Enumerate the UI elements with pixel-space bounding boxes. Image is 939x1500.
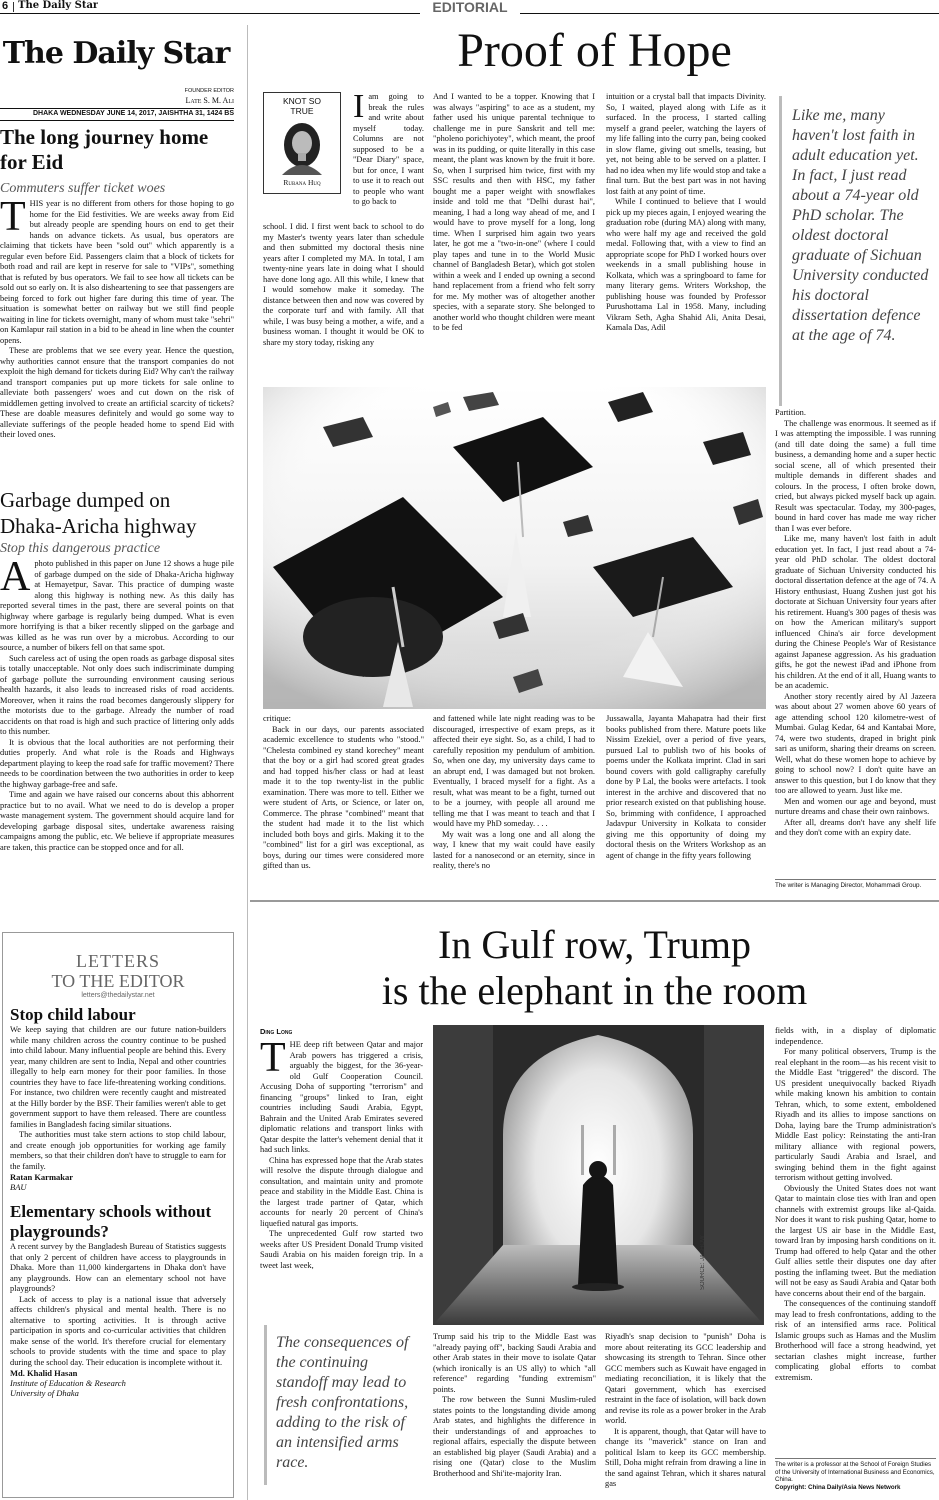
masthead-logo: The Daily Star	[2, 36, 230, 71]
letters-title-line2: TO THE EDITOR	[51, 971, 185, 991]
letter-2-para: Lack of access to play is a national issue that adversely affects children's physical and mental health. There is no alternative to sporting activities. It is through active participation in sports and co-curricular activities that children make sense of the world. It's therefore crucial for elementary schools to provide students with the time and space to play during the school day. Their education is incomplete without it.	[10, 1294, 226, 1367]
letter-2-body	[10, 1242, 226, 1368]
gulf-dropcap: T	[260, 1040, 286, 1081]
header-rule-right	[520, 13, 939, 14]
letters-title-line1: LETTERS	[76, 951, 160, 971]
editorial-1-headline: The long journey home for Eid	[0, 125, 209, 174]
column-col1-rest	[263, 222, 424, 377]
founder-name: Late S. M. Ali	[185, 96, 234, 105]
column-col4-para: After all, dreams don't have any shelf life and they don't come with an expiry date.	[775, 817, 936, 837]
letters-email[interactable]: letters@thedailystar.net	[81, 992, 155, 999]
column-bottom-1-para: critique:	[263, 714, 291, 723]
column-dropcap: I	[353, 92, 365, 125]
gulf-pull-quote-bar	[264, 1325, 267, 1485]
column-bottom-2-para: and fattened while late night reading was to be discouraged, irrespective of exam preps, as it affected their eye sight. So, as a child, I had to carefully reposition my pendulum of ambition. So, when one day, my university days came to an abrupt end, I was damaged but not broken. Eventually, I braced myself for a fight. As a result, what was meant to be a fight, turned out to be a journey, with people all around me telling me that I was meant to teach and that I would have my PhD someday. . . .	[433, 714, 595, 828]
letter-2-affiliation-1: Institute of Education & Research	[10, 1378, 126, 1388]
gulf-mid-1-para: Trump said his trip to the Middle East was "already paying off", backing Saudi Arabia and other Arab states in their move to isolate Qatar (which ironically is an US ally) to which "all reference" regarding "funding extremism" points.	[433, 1332, 596, 1394]
photo-credit: SOURCE: JASHOW	[700, 1235, 706, 1290]
header-paper-name: The Daily Star	[18, 0, 99, 11]
gulf-copyright: Copyright: China Daily/Asia News Network	[775, 1484, 901, 1491]
editorial-1-para: HIS year is no different from others for those hoping to go home for the Eid festivities. We are weeks away from Eid but already people are spending hours on end to get their hands on advance tickets. As usual, bus operators are claiming that tickets have been "sold out" which apparently is a regular even before Eid. Passengers claim that a block of tickets for both road and rail are kept in reserve for sale to "VIPs", something that is refuted by bus operators. We fail to see how all tickets can be sold out so early on. It is also disheartening to see that passengers are being forced to fork out higher fare during this time of year. The situation is somewhat better on railway but we still find people waiting in line for tickets overnight, many of whom must take "sehri" on Kamlapur rail station in a bid to be ahead in line when the counter opens.	[0, 199, 234, 345]
column-name-2: TRUE	[290, 106, 314, 116]
founder-label: FOUNDER EDITOR	[184, 88, 234, 94]
gulf-right-para: The consequences of the continuing standoff may lead to fresh confrontations, adding to the risk of an intensified arms race. Political Islamic groups such as Hamas and the Muslim Brotherhood will face a strong headwind, yet sectarian clashes might increase, further complicating global efforts to combat extremism.	[775, 1299, 936, 1382]
column-col4-para: The challenge was enormous. It seemed as if I was attempting the impossible. I was running (and till date doing the same) a full time business, a demanding home and a super hectic social scene, all of which presented their multiple demands in different shades and colours. In the process, I often broke down, cried, but always picked myself back up again. Result was spectacular. Today, my 300-pages, bound in hard cover has made me way richer than I was ever before.	[775, 418, 936, 533]
column-col2	[433, 92, 595, 377]
gulf-footnote-rule	[775, 1458, 936, 1459]
gulf-mid-1-para: The row between the Sunni Muslim-ruled states points to the longstanding divide among Arab states, and highlights the difference in their understandings of and approaches to regional affairs, especially the dispute between an established big player (Saudi Arabia) and a rising one (Qatar) close to the Muslim Brotherhood and Shi'ite-majority Iran.	[433, 1395, 596, 1478]
editorial-1-para: These are problems that we see every year. Hence the question, why authorities cannot ensure that the transport companies do not exploit the high demand for tickets during Eid? Why can't the railway and transport companies put up more tickets for sale online to alleviate both passengers' woes and cut down on the risk of middlemen getting involved to create an artificial scarcity of tickets? These are doable measures definitely and would go some way to alleviate sufferings of the people headed home to spend Eid with their loved ones.	[0, 346, 234, 439]
letter-2-para: A recent survey by the Bangladesh Bureau of Statistics suggests that only 2 percent of children have access to playgrounds in Dhaka. More than 11,000 kindergartens in Dhaka don't have any playgrounds. How can an elementary school not have playgrounds?	[10, 1242, 226, 1293]
column-col4-para: Like me, many haven't lost faith in adult education yet. In fact, I just read about a 74-year old PhD scholar. The oldest doctoral graduate of Sichuan University conducted his doctoral dissertation defence at the age of 74. A History enthusiast, Huang Zushen just got his doctorate at Sichuan University four years after his retirement. Huang's 300 pages of thesis was on how the American military's support influenced China's air force development during the Chinese People's War of Resistance against Japanese aggression. As his graduation gifts, he got the newest iPad and iPhone from his children. At the end of it all, Huang wants to be an academic.	[775, 534, 936, 690]
column-col1-intro	[353, 92, 424, 222]
column-name-1: KNOT SO	[282, 96, 322, 106]
column-col1-para: school. I did. I first went back to school to do my Master's twenty years later than schedule and then submitted my doctoral thesis nine years after I completed my MA. In total, I am twenty-nine years late in doing what I should have done long ago. All this while, I knew that I would somehow make it someday. The distance between then and now was covered by the corporate turf and with family. All that while, I was busy being a mother, a wife, and a business woman. I thought it would be OK to share my story today, risking any	[263, 222, 424, 347]
editorial-1	[0, 125, 234, 480]
column-headline: Proof of Hope	[457, 24, 732, 77]
gulf-headline-line2: is the elephant in the room	[381, 968, 808, 1013]
gulf-col1	[260, 1040, 423, 1315]
gulf-mid-2-para: Riyadh's snap decision to "punish" Doha is more about reiterating its GCC leadership and showcasing its strength to Tehran. Since other GCC members such as Kuwait have engaged in mediating reconciliation, it is likely that the Qatari government, which has exercised restraint in the face of isolation, will back down and revise its role as a power broker in the Arab world.	[605, 1332, 766, 1425]
column-bottom-3	[606, 714, 766, 892]
mosque-photo	[433, 1025, 764, 1325]
gulf-pull-quote: The consequences of the continuing standoff may lead to fresh confrontations, adding to the risk of an intensified arms race.	[276, 1334, 409, 1471]
column-bottom-2-para: My wait was a long one and all along the way, I knew that my wait could have easily lasted for a nanosecond or an eternity, since in reality, there's no	[433, 829, 595, 870]
gulf-headline	[250, 922, 939, 1014]
letter-1-para: We keep saying that children are our future nation-builders while many children across the country continue to be pushed into child labour. Many influential people are behind this. Every year, many children are sent to India, Nepal and other countries illegally to help earn money for their poor families. In those countries they have to face life-threatening working conditions. For instance, two children were recently caught and mistreated at the Hilly border by the BSF. Their families weren't able to get government support to have them released. There are countless families in Bangladesh facing similar situations.	[10, 1025, 226, 1129]
graduation-photo	[263, 387, 766, 709]
editorial-2-subhead: Stop this dangerous practice	[0, 541, 161, 556]
column-pull-quote-bar	[779, 96, 782, 406]
letter-1-para: The authorities must take stern actions to stop child labour, and create enough job opportunities for working age family members, so that their children don't have to struggle to earn for the family.	[10, 1130, 226, 1171]
column-col4	[775, 408, 936, 878]
editorial-1-dropcap: T	[0, 194, 26, 240]
header-rule-left	[0, 13, 420, 14]
gulf-mid-1	[433, 1332, 596, 1500]
column-pull-quote: Like me, many haven't lost faith in adult education yet. In fact, I just read about a 74-year old PhD scholar. The oldest doctoral graduate of Sichuan University conducted his doctoral dissertation defence at the age of 74.	[792, 107, 929, 344]
header-divider	[13, 2, 14, 12]
letter-1-headline: Stop child labour	[10, 1005, 136, 1024]
dateline: DHAKA WEDNESDAY JUNE 14, 2017, JAISHTHA 31, 1424 BS	[32, 110, 234, 117]
masthead-rule-bottom	[0, 120, 234, 121]
column-col3	[606, 92, 766, 377]
column-footnote: The writer is Managing Director, Mohammadi Group.	[775, 882, 922, 889]
letter-1-author: Ratan Karmakar	[10, 1172, 74, 1182]
gulf-right-para: Obviously the United States does not want Qatar to maintain close ties with Iran and open channels with extremist groups like al-Qaida. Nor does it want to risk pushing Qatar, home to the largest US air base in the Middle East, toward Iran by imposing harsh conditions on it. Trump had offered to help Qatar and the other Gulf allies settle their disputes one day after posting the inflaming tweet. But the mediation will not be easy as Saudi Arabia and Qatar both have concerns about their end of the bargain.	[775, 1183, 936, 1298]
editorial-2	[0, 487, 234, 897]
letters-box	[2, 932, 234, 1498]
gulf-right-para: fields with, in a display of diplomatic independence.	[775, 1026, 936, 1046]
gulf-col1-para: The unprecedented Gulf row started two weeks after US President Donald Trump visited Saudi Arabia on his maiden foreign trip. In a tweet last week,	[260, 1229, 423, 1270]
column-col3-para: While I continued to believe that I would pick up my pieces again, I enjoyed wearing the graduation robe (during MA) along with many, who were half my age and received the gold medal. Following that, with a view to find an appropriate scope for PhD I worked hours over weekends in a small publishing house in Kolkata, which was a springboard to fame for many literary gems. Writers Workshop, the publishing house was founded by Professor Purushottama Lal in 1958. Many, including Vikram Seth, Agha Shahid Ali, Anita Desai, Kamala Das, Adil	[606, 197, 766, 332]
letter-2-author: Md. Khalid Hasan	[10, 1368, 78, 1378]
masthead-rule-top	[0, 108, 234, 109]
column-footnote-rule	[775, 879, 936, 880]
editorial-2-body	[0, 554, 234, 853]
column-col4-para: Another story recently aired by Al Jazeera was about about 27 women above 60 years of age attending school 120 kilometre-west of Mumbai. Gulag Kedar, 64 and Kantabai More, 74, were two students, draped in bright pink sari as uniform, sharing their dreams on screen. Well, what do these women hope to achieve by going to school now? I don't quite have an answer to this question, but I do know that they too are allowed to yearn. Just like me.	[775, 691, 936, 795]
gulf-right	[775, 1026, 936, 1454]
column-bottom-1-para: Back in our days, our parents associated academic excellence to students who "stood." "Chelesta combined ey stand korechey" meant that the boy or a girl had scored great grades and had topped his/her class or had at least made it to the top twenty-list in the public examination. There was more to tell. Either we were student of Arts, or Science, or later on, Commerce. The phrase "combined" meant that the student had made it to the list which included both boys and girls. Making it to the "combined" list for a girl was exceptional, as boys, during our times were considered more gifted than us.	[263, 724, 424, 870]
column-bottom-1	[263, 714, 424, 892]
gulf-right-para: For many political observers, Trump is the real elephant in the room—as his recent visit to the Middle East "triggered" the discord. The US president unequivocally backed Riyadh while making known his ambition to contain Tehran, which, to some extent, emboldened Riyadh and its allies to impose sanctions on Doha, laying bare the Trump administration's Middle East policy: Reinstating the anti-Iran military alliance with regional powers, particularly Saudi Arabia and Israel, and swinging behind them in the fight against terrorism without getting involved.	[775, 1047, 936, 1182]
editorial-2-para: Time and again we have raised our concerns about this abhorrent practice but to no avail. What we need to do is develop a proper waste management system. The government should acquire land for developing garbage disposal sites, undertake awareness raising campaigns among the public, etc. We believe if appropriate measures are taken, this practice can be stopped once and for all.	[0, 790, 234, 852]
gulf-headline-line1: In Gulf row, Trump	[438, 922, 751, 967]
column-divider	[247, 25, 248, 1500]
editorial-2-para: Such careless act of using the open roads as garbage disposal sites is totally unacceptable. Not only does such indiscriminate dumping of garbage pollute the surrounding environment causing serious health hazards, it also leads to increased risks of road accidents. Moreover, when it rains the road becomes dangerously slippery for the motorists due to the garbage. Already the number of road accidents on that road is high and such practice of littering only adds to this number.	[0, 653, 234, 736]
column-byline: Rubana Huq	[283, 178, 321, 187]
column-intro: am going to break the rules and write about myself today. Columns are not supposed to be a "Dear Diary" space, but for once, I want to use it to reach out to people who want to go back to	[353, 92, 424, 206]
letters-title	[10, 951, 226, 999]
editorial-2-dropcap: A	[0, 554, 31, 600]
gulf-col1-para: China has expressed hope that the Arab states will resolve the dispute through dialogue and consultation, and maintain unity and promote peace and stability in the Middle East. China is the largest trade partner of Qatar, which accounts for nearly 20 percent of China's liquefied natural gas imports.	[260, 1155, 423, 1228]
gulf-footnote: The writer is a professor at the School of Foreign Studies of the University of International Business and Economics, China.	[775, 1461, 935, 1483]
gulf-mid-2-para: It is apparent, though, that Qatar will have to change its "maverick" stance on Iran and political Islam to keep its GCC membership. Still, Doha might refrain from drawing a line in the sand against Tehran, which it shares natural gas	[605, 1426, 766, 1488]
column-col3-para: intuition or a crystal ball that impacts Divinity. So, I waited, played along with Life as it surfaced. In the process, I started calling myself a grand peeler, watching the layers of my life falling into the curry pan, being cooked in slow flame, giving out smells, teasing, but yet, not being able to be served on a platter. I had no idea when my life would stop and take a final turn. But the best part was in not having lost faith at any point of time.	[606, 92, 766, 196]
column-bottom-2	[433, 714, 595, 892]
letter-1-affiliation: BAU	[10, 1182, 27, 1192]
editorial-2-para: It is obvious that the local authorities are not performing their duties properly. And what role is the Roads and Highways department playing to keep the road safe for traffic movement? There needs to be coordination between the two authorities in order to keep the highway garbage-free and safe.	[0, 737, 234, 789]
page-number: 6	[2, 0, 9, 12]
editorial-1-subhead: Commuters suffer ticket woes	[0, 181, 166, 196]
gulf-byline: Ding Long	[260, 1027, 293, 1036]
letter-2-headline: Elementary schools without playgrounds?	[10, 1202, 212, 1241]
column-col2-para: And I wanted to be a topper. Knowing that I was always "aspiring" to ace as a student, my father used his unique parental technique to challenge me in pure Sanskrit and tell me: "pholeno porichiyotey", which meant, the proof was in its pudding, or quite literally in this case meant, the plant was known by the fruit it bore. So, when I surprised him twice, first with my SSC results and then with HSC, my father bought me a paper weight with snowflakes inside and told me that "Delhi durast hai", meaning, I had a long way ahead of me, and I would have to prove myself for a long, long time. When I surprised him again two years later, he got me a "two-in-one" (where I could play tapes and tune in to the World Music channel of Bangladesh Betar), which got stolen within a week and I ended up owning a second hand replacement from a friend who felt sorry for me. My mother was of altogether another species, with a separate story. She belonged to another world who thought children were meant to be fed	[433, 92, 595, 332]
author-box	[263, 92, 341, 194]
gulf-rule	[250, 900, 939, 902]
editorial-2-headline: Garbage dumped on Dhaka-Aricha highway	[0, 488, 197, 538]
column-col4-para: Partition.	[775, 408, 806, 417]
author-photo	[274, 119, 330, 175]
column-col4-para: Men and women our age and beyond, must nurture dreams and chase their own rainbows.	[775, 796, 936, 816]
column-bottom-3-para: Jussawalla, Jayanta Mahapatra had their first books published from there. Mature poets like Nissim Ezekiel, over a period of five years, pursued Lal to publish two of his books of poems under the Kolkata imprint. Clad in sari bound covers with gold calligraphy carefully done by P Lal, the books were artefacts. I took interest in the archive and discovered that no prior research existed on that publishing house. So, brimming with confidence, I approached Jadavpur University in Kolkata to consider giving me this opportunity of doing my doctoral thesis on the Writers Workshop as an agent of change in the fifty years following	[606, 714, 766, 860]
letter-1-body	[10, 1025, 226, 1172]
editorial-2-para: photo published in this paper on June 12 shows a huge pile of garbage dumped on the side of Dhaka-Aricha highway at Hemayetpur, Savar. This practice of dumping waste along this highway is nothing new. As this daily has reported several times in the past, there are several points on that highway where garbage is regularly being dumped. What is even more horrifying is that a biker recently slipped on the garbage and was killed as he was run over by a microbus. According to our source, a number of bikers fell on that same spot.	[0, 559, 234, 652]
gulf-col1-para: HE deep rift between Qatar and major Arab powers has triggered a crisis, arguably the biggest, for the 36-year-old Gulf Cooperation Council. Accusing Doha of supporting "terrorism" and financing "groups" linked to Iran, eight countries including Saudi Arabia, Egypt, Bahrain and the United Arab Emirates severed diplomatic relations and transport links with Qatar despite the latter's vehement denial that it had such links.	[260, 1040, 423, 1154]
editorial-1-body	[0, 194, 234, 441]
section-label: EDITORIAL	[432, 0, 508, 15]
gulf-mid-2	[605, 1332, 766, 1500]
letter-2-affiliation-2: University of Dhaka	[10, 1388, 79, 1398]
